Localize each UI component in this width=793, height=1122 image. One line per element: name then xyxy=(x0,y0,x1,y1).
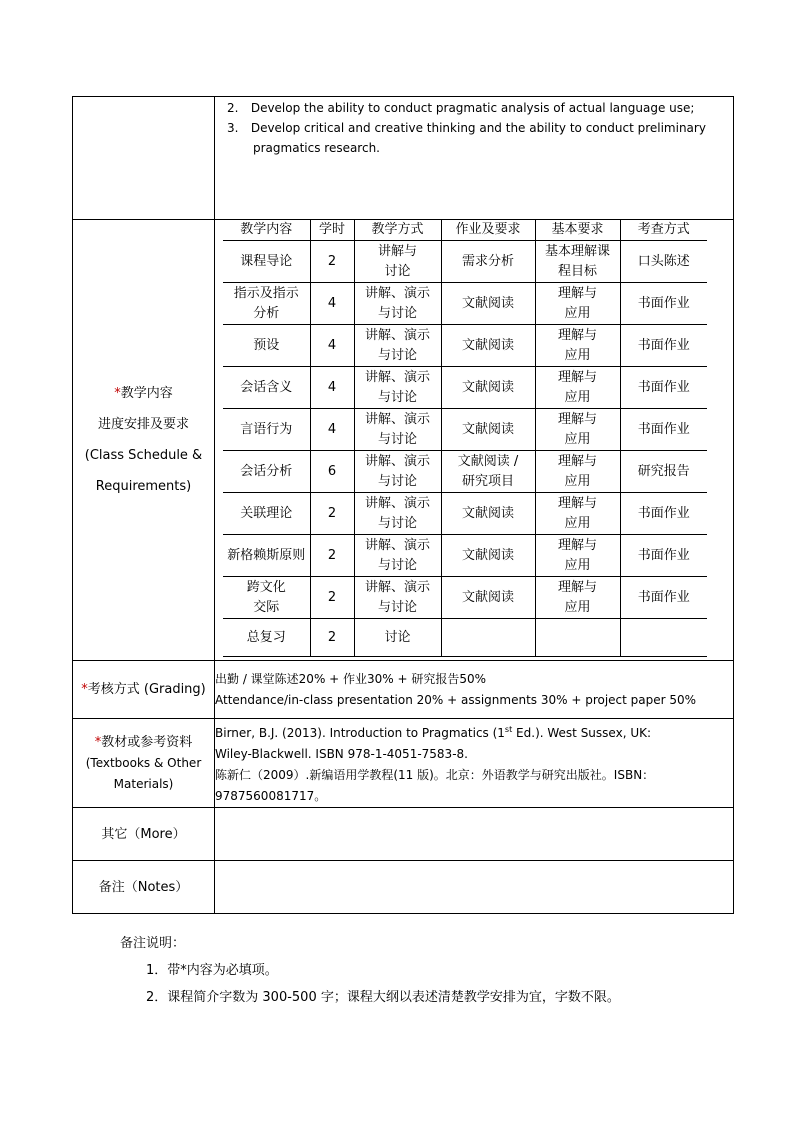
row-homework: 需求分析 xyxy=(441,241,535,283)
objectives-cell xyxy=(215,97,734,220)
row-hours: 4 xyxy=(310,283,354,325)
schedule-row xyxy=(223,241,707,283)
row-assessment: 书面作业 xyxy=(620,325,707,367)
row-assessment: 书面作业 xyxy=(620,535,707,577)
row-content: 预设 xyxy=(223,325,310,367)
notes-label: 备注（Notes） xyxy=(98,879,189,895)
row-requirement: 理解与应用 xyxy=(535,493,620,535)
header-hours: 学时 xyxy=(310,220,354,241)
row-homework: 文献阅读 xyxy=(441,493,535,535)
row-requirement: 理解与应用 xyxy=(535,283,620,325)
row-hours: 2 xyxy=(310,619,354,657)
row-hours: 2 xyxy=(310,577,354,619)
superscript: st xyxy=(504,725,513,734)
row-method: 讨论 xyxy=(354,619,441,657)
row-hours: 2 xyxy=(310,241,354,283)
schedule-row xyxy=(223,325,707,367)
row-method: 讲解、演示与讨论 xyxy=(354,577,441,619)
row-hours: 6 xyxy=(310,451,354,493)
reference-2-line-1: 陈新仁（2009）.新编语用学教程(11 版)。北京：外语教学与研究出版社。ISBN： xyxy=(215,768,655,782)
row-assessment: 书面作业 xyxy=(620,283,707,325)
reference-1-line-2: Wiley-Blackwell. ISBN 978-1-4051-7583-8. xyxy=(215,747,468,761)
header-homework: 作业及要求 xyxy=(441,220,535,241)
row-assessment: 研究报告 xyxy=(620,451,707,493)
row-requirement: 理解与应用 xyxy=(535,325,620,367)
row-content: 指示及指示分析 xyxy=(223,283,310,325)
row-assessment: 口头陈述 xyxy=(620,241,707,283)
grading-label: 考核方式 (Grading) xyxy=(87,682,206,697)
row-assessment: 书面作业 xyxy=(620,367,707,409)
header-requirement: 基本要求 xyxy=(535,220,620,241)
row-homework: 文献阅读 xyxy=(441,577,535,619)
row-homework: 文献阅读 xyxy=(441,325,535,367)
course-syllabus-table xyxy=(72,96,734,914)
schedule-label-cell xyxy=(73,220,215,661)
grading-cell xyxy=(215,661,734,719)
row-content: 会话含义 xyxy=(223,367,310,409)
footnote-item: 2．课程简介字数为 300-500 字；课程大纲以表述清楚教学安排为宜，字数不限。 xyxy=(146,990,620,1005)
row-requirement: 基本理解课程目标 xyxy=(535,241,620,283)
materials-label-en-2: Materials) xyxy=(113,776,174,791)
row-homework xyxy=(441,619,535,657)
footnotes xyxy=(120,930,620,1011)
row-content: 关联理论 xyxy=(223,493,310,535)
required-star: * xyxy=(114,386,121,401)
row-method: 讲解、演示与讨论 xyxy=(354,535,441,577)
row-assessment xyxy=(620,619,707,657)
row-content: 跨文化交际 xyxy=(223,577,310,619)
schedule-label-cn: *教学内容 xyxy=(114,386,173,401)
row-method: 讲解、演示与讨论 xyxy=(354,367,441,409)
objective-number: 2. xyxy=(227,101,239,115)
row-hours: 2 xyxy=(310,493,354,535)
row-method: 讲解、演示与讨论 xyxy=(354,409,441,451)
schedule-label-cn-2: 进度安排及要求 xyxy=(97,417,189,432)
schedule-header-row xyxy=(223,220,707,241)
schedule-row xyxy=(223,577,707,619)
schedule-table xyxy=(223,220,707,657)
row-homework: 文献阅读 xyxy=(441,283,535,325)
more-label-cell xyxy=(73,808,215,861)
row-method: 讲解与讨论 xyxy=(354,241,441,283)
reference-1-line-1: Birner, B.J. (2013). Introduction to Pragmatics (1st Ed.). West Sussex, UK: xyxy=(215,725,652,740)
objective-text: Develop the ability to conduct pragmatic analysis of actual language use; xyxy=(250,101,695,115)
row-hours: 4 xyxy=(310,367,354,409)
row-homework: 文献阅读 xyxy=(441,409,535,451)
reference-2-line-2: 9787560081717。 xyxy=(215,789,327,803)
row-method: 讲解、演示与讨论 xyxy=(354,283,441,325)
notes-label-cell xyxy=(73,861,215,914)
row-requirement: 理解与应用 xyxy=(535,535,620,577)
notes-value-cell xyxy=(215,861,734,914)
more-label: 其它（More） xyxy=(101,826,186,842)
row-assessment: 书面作业 xyxy=(620,409,707,451)
row-homework: 文献阅读 xyxy=(441,535,535,577)
grading-line-en: Attendance/in-class presentation 20% + assignments 30% + project paper 50% xyxy=(215,692,697,707)
materials-label-cn: *教材或参考资料 xyxy=(94,734,193,750)
schedule-row xyxy=(223,619,707,657)
row-assessment: 书面作业 xyxy=(620,577,707,619)
schedule-row xyxy=(223,493,707,535)
row-content: 会话分析 xyxy=(223,451,310,493)
materials-label-en-1: (Textbooks & Other xyxy=(85,755,202,770)
row-content: 总复习 xyxy=(223,619,310,657)
row-method: 讲解、演示与讨论 xyxy=(354,451,441,493)
more-value-cell xyxy=(215,808,734,861)
header-method: 教学方式 xyxy=(354,220,441,241)
row-requirement: 理解与应用 xyxy=(535,409,620,451)
row-method: 讲解、演示与讨论 xyxy=(354,493,441,535)
schedule-row xyxy=(223,535,707,577)
footnotes-title: 备注说明： xyxy=(120,936,186,951)
row-requirement: 理解与应用 xyxy=(535,577,620,619)
footnote-item: 1．带*内容为必填项。 xyxy=(146,963,278,978)
required-star: * xyxy=(94,734,102,750)
materials-cell xyxy=(215,719,734,808)
row-hours: 4 xyxy=(310,409,354,451)
required-star: * xyxy=(81,682,88,697)
row-content: 言语行为 xyxy=(223,409,310,451)
row-method: 讲解、演示与讨论 xyxy=(354,325,441,367)
row-homework: 文献阅读 / 研究项目 xyxy=(441,451,535,493)
row-requirement: 理解与应用 xyxy=(535,367,620,409)
row-hours: 2 xyxy=(310,535,354,577)
schedule-cell xyxy=(215,220,734,661)
grading-line-cn: 出勤 / 课堂陈述20% + 作业30% + 研究报告50% xyxy=(215,671,487,686)
schedule-row xyxy=(223,451,707,493)
row-homework: 文献阅读 xyxy=(441,367,535,409)
row-content: 课程导论 xyxy=(223,241,310,283)
objectives-label-cell xyxy=(73,97,215,220)
row-assessment: 书面作业 xyxy=(620,493,707,535)
schedule-label-en-2: Requirements) xyxy=(95,479,192,494)
row-content: 新格赖斯原则 xyxy=(223,535,310,577)
objective-item xyxy=(227,118,723,158)
schedule-row xyxy=(223,367,707,409)
row-hours: 4 xyxy=(310,325,354,367)
schedule-label-en-1: (Class Schedule & xyxy=(84,448,203,463)
header-content: 教学内容 xyxy=(223,220,310,241)
row-requirement: 理解与应用 xyxy=(535,451,620,493)
grading-label-cell xyxy=(73,661,215,719)
objective-item xyxy=(227,98,723,118)
header-assessment: 考查方式 xyxy=(620,220,707,241)
row-requirement xyxy=(535,619,620,657)
objective-text: Develop critical and creative thinking and the ability to conduct preliminary pragmatics research. xyxy=(250,121,706,155)
schedule-row xyxy=(223,409,707,451)
objective-number: 3. xyxy=(227,121,239,135)
materials-label-cell xyxy=(73,719,215,808)
schedule-row xyxy=(223,283,707,325)
